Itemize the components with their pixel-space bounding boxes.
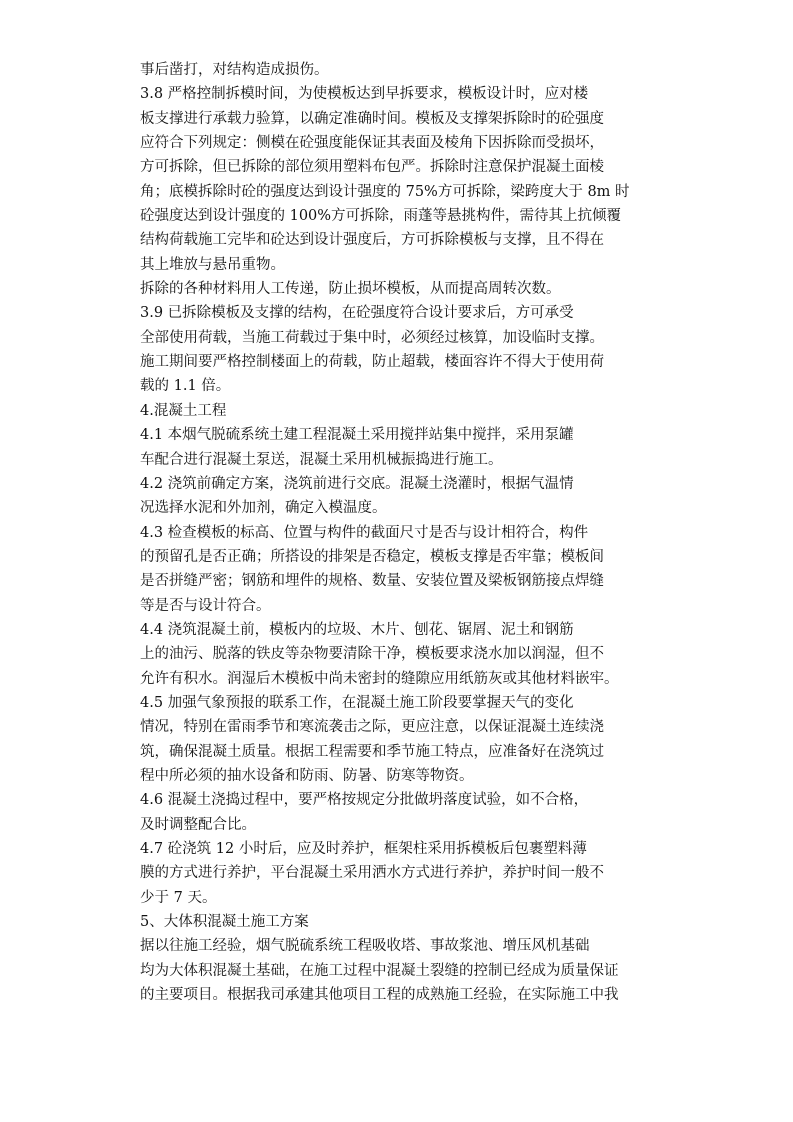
text-line: 4.6 混凝土浇捣过程中，要严格按规定分批做坍落度试验，如不合格， <box>140 792 589 809</box>
text-line: 结构荷载施工完毕和砼达到设计强度后，方可拆除模板与支撑，且不得在 <box>140 232 604 249</box>
text-line: 是否拼缝严密；钢筋和埋件的规格、数量、安装位置及梁板钢筋接点焊缝 <box>140 573 604 590</box>
text-line: 情况，特别在雷雨季节和寒流袭击之际，更应注意，以保证混凝土连续浇 <box>140 719 604 736</box>
text-line: 筑，确保混凝土质量。根据工程需要和季节施工特点，应准备好在浇筑过 <box>140 743 604 760</box>
text-line: 5、大体积混凝土施工方案 <box>140 914 309 931</box>
text-line: 均为大体积混凝土基础，在施工过程中混凝土裂缝的控制已经成为质量保证 <box>140 962 619 979</box>
text-line: 程中所必须的抽水设备和防雨、防暑、防寒等物资。 <box>140 767 474 784</box>
text-line: 上的油污、脱落的铁皮等杂物要清除干净，模板要求浇水加以润湿，但不 <box>140 646 604 663</box>
text-line: 施工期间要严格控制楼面上的荷载，防止超载，楼面容许不得大于使用荷 <box>140 354 604 371</box>
text-line: 及时调整配合比。 <box>140 816 256 833</box>
text-line: 4.2 浇筑前确定方案，浇筑前进行交底。混凝土浇灌时，根据气温情 <box>140 475 574 492</box>
text-line: 况选择水泥和外加剂，确定入模温度。 <box>140 500 387 517</box>
text-line: 载的 1.1 倍。 <box>140 378 231 395</box>
text-line: 方可拆除，但已拆除的部位须用塑料布包严。拆除时注意保护混凝土面棱 <box>140 159 604 176</box>
text-line: 膜的方式进行养护，平台混凝土采用洒水方式进行养护，养护时间一般不 <box>140 865 604 882</box>
text-line: 事后凿打，对结构造成损伤。 <box>140 62 329 78</box>
text-line: 4.混凝土工程 <box>140 402 227 419</box>
text-line: 3.9 已拆除模板及支撑的结构，在砼强度符合设计要求后，方可承受 <box>140 305 574 322</box>
text-line: 少于 7 天。 <box>140 889 217 906</box>
text-line: 全部使用荷载，当施工荷载过于集中时，必须经过核算，加设临时支撑。 <box>140 329 604 346</box>
text-line: 3.8 严格控制拆模时间，为使模板达到早拆要求，模板设计时，应对楼 <box>140 86 589 103</box>
text-line: 4.1 本烟气脱硫系统土建工程混凝土采用搅拌站集中搅拌，采用泵罐 <box>140 427 574 444</box>
text-line: 的预留孔是否正确；所搭设的排架是否稳定，模板支撑是否牢靠；模板间 <box>140 548 604 565</box>
text-line: 允许有积水。润湿后木模板中尚未密封的缝隙应用纸筋灰或其他材料嵌牢。 <box>140 670 619 687</box>
text-line: 的主要项目。根据我司承建其他项目工程的成熟施工经验，在实际施工中我 <box>140 987 619 1004</box>
text-line: 拆除的各种材料用人工传递，防止损坏模板，从而提高周转次数。 <box>140 281 561 298</box>
text-line: 4.4 浇筑混凝土前，模板内的垃圾、木片、刨花、锯屑、泥土和钢筋 <box>140 621 574 638</box>
text-line: 4.3 检查模板的标高、位置与构件的截面尺寸是否与设计相符合，构件 <box>140 524 589 541</box>
text-line: 应符合下列规定：侧模在砼强度能保证其表面及棱角下因拆除而受损坏， <box>140 135 604 152</box>
text-line: 车配合进行混凝土泵送，混凝土采用机械振捣进行施工。 <box>140 451 503 468</box>
text-line: 砼强度达到设计强度的 100%方可拆除，雨蓬等悬挑构件，需待其上抗倾覆 <box>140 208 622 225</box>
text-line: 4.7 砼浇筑 12 小时后，应及时养护，框架柱采用拆模板后包裹塑料薄 <box>140 841 587 857</box>
text-line: 角；底模拆除时砼的强度达到设计强度的 75%方可拆除，梁跨度大于 8m 时 <box>140 183 630 200</box>
text-line: 4.5 加强气象预报的联系工作，在混凝土施工阶段要掌握天气的变化 <box>140 694 574 711</box>
text-line: 其上堆放与悬吊重物。 <box>140 256 285 273</box>
document-body <box>140 58 660 1007</box>
text-line: 板支撑进行承载力验算，以确定准确时间。模板及支撑架拆除时的砼强度 <box>140 110 604 127</box>
text-line: 据以往施工经验，烟气脱硫系统工程吸收塔、事故浆池、增压风机基础 <box>140 938 590 955</box>
text-line: 等是否与设计符合。 <box>140 597 271 614</box>
